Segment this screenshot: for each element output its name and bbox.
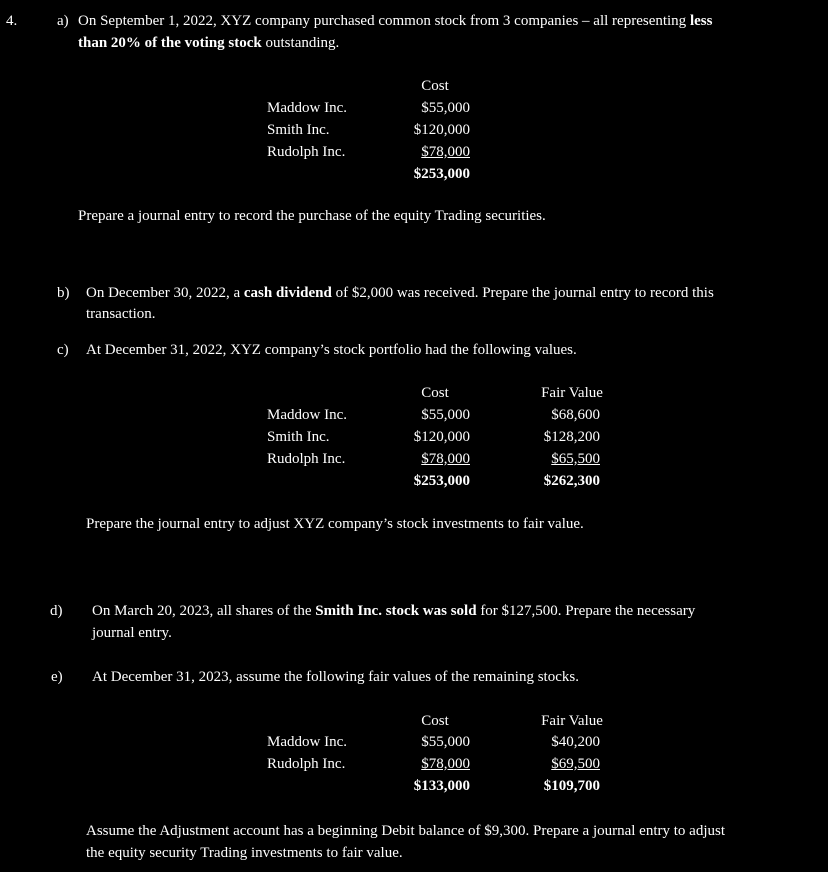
part-c-row-fv: $128,200 — [543, 429, 600, 445]
part-b-bold-1: cash dividend — [243, 285, 332, 301]
part-a-cost-header: Cost — [421, 78, 449, 94]
part-e-total-fv: $109,700 — [543, 778, 600, 794]
part-a-text-1: On September 1, 2022, XYZ company purchased common stock from 3 companies – all representing — [78, 13, 690, 29]
part-d-bold-1: Smith Inc. stock was sold — [315, 603, 477, 619]
part-a-row-cost: $78,000 — [421, 144, 470, 160]
part-c-row-name: Smith Inc. — [267, 429, 330, 445]
part-a-row-cost: $55,000 — [421, 100, 470, 116]
part-c-total-cost: $253,000 — [413, 473, 470, 489]
part-c-total-fv: $262,300 — [543, 473, 600, 489]
part-a-bold-1: less — [689, 13, 713, 29]
part-b-text-2: of $2,000 was received. Prepare the journal entry to record this — [331, 285, 714, 301]
part-a-total-cost: $253,000 — [413, 166, 470, 182]
part-c-instruction: Prepare the journal entry to adjust XYZ company’s stock investments to fair value. — [86, 516, 584, 532]
part-c-row-name: Rudolph Inc. — [267, 451, 346, 467]
part-d-marker: d) — [50, 603, 63, 619]
part-e-row-name: Maddow Inc. — [267, 734, 347, 750]
part-c-row-name: Maddow Inc. — [267, 407, 347, 423]
part-b-text-1: On December 30, 2022, a — [86, 285, 244, 301]
part-e-total-cost: $133,000 — [413, 778, 470, 794]
part-a-row-name: Smith Inc. — [267, 122, 330, 138]
part-c-row-cost: $78,000 — [421, 451, 470, 467]
part-c-cost-header: Cost — [421, 385, 449, 401]
part-d-text-1: On March 20, 2023, all shares of the — [92, 603, 316, 619]
part-e-row-name: Rudolph Inc. — [267, 756, 346, 772]
part-a-row-name: Rudolph Inc. — [267, 144, 346, 160]
part-e-row-cost: $78,000 — [421, 756, 470, 772]
part-c-row-cost: $120,000 — [413, 429, 470, 445]
part-e-row-fv: $69,500 — [551, 756, 600, 772]
part-b-line-2: transaction. — [86, 306, 156, 322]
part-e-row-cost: $55,000 — [421, 734, 470, 750]
part-e-text: At December 31, 2023, assume the following fair values of the remaining stocks. — [92, 669, 579, 685]
part-d-text-2: for $127,500. Prepare the necessary — [476, 603, 696, 619]
part-e-instruction-line-1: Assume the Adjustment account has a beginning Debit balance of $9,300. Prepare a journal entry to adjust — [86, 823, 726, 839]
part-e-row-fv: $40,200 — [551, 734, 600, 750]
part-d-line-1 — [92, 601, 695, 622]
part-a-row-name: Maddow Inc. — [267, 100, 347, 116]
question-number: 4. — [6, 13, 18, 29]
part-e-cost-header: Cost — [421, 713, 449, 729]
part-e-marker: e) — [51, 669, 63, 685]
part-c-row-cost: $55,000 — [421, 407, 470, 423]
part-c-row-fv: $65,500 — [551, 451, 600, 467]
part-c-text: At December 31, 2022, XYZ company’s stock portfolio had the following values. — [86, 342, 577, 358]
part-b-marker: b) — [57, 285, 70, 301]
part-e-instruction-line-2: the equity security Trading investments to fair value. — [86, 845, 403, 861]
part-b-line-1 — [86, 283, 714, 304]
part-e-fv-header: Fair Value — [541, 713, 603, 729]
part-c-marker: c) — [57, 342, 69, 358]
part-a-marker: a) — [57, 13, 69, 29]
part-c-fv-header: Fair Value — [541, 385, 603, 401]
part-a-row-cost: $120,000 — [413, 122, 470, 138]
part-a-line-1 — [78, 11, 712, 32]
part-a-bold-2: than 20% of the voting stock — [78, 35, 262, 51]
part-a-text-2: outstanding. — [261, 35, 340, 51]
part-a-line-2 — [78, 33, 339, 54]
part-c-row-fv: $68,600 — [551, 407, 600, 423]
part-d-line-2: journal entry. — [92, 625, 172, 641]
part-a-instruction: Prepare a journal entry to record the purchase of the equity Trading securities. — [78, 208, 546, 224]
